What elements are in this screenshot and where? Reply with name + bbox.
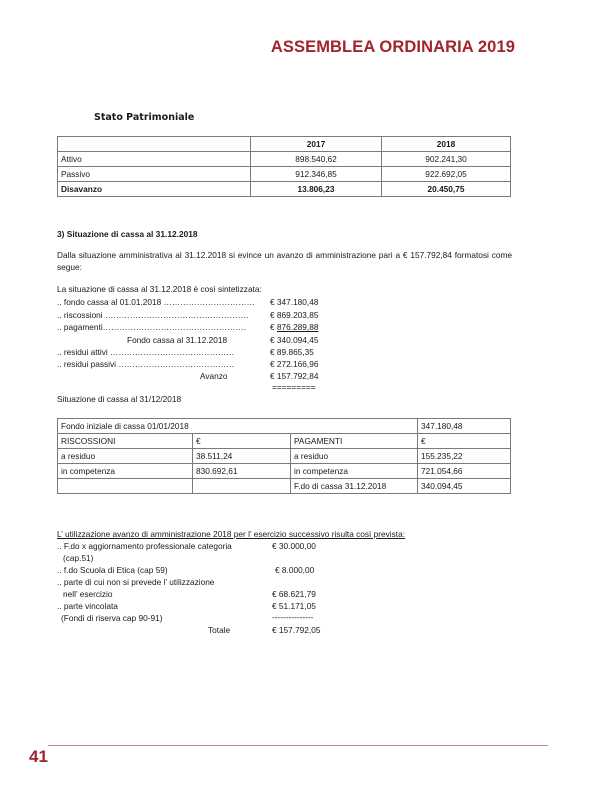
stato-patrimoniale-table bbox=[57, 136, 511, 197]
table-row bbox=[58, 167, 511, 182]
situazione-cassa-heading: 3) Situazione di cassa al 31.12.2018 bbox=[57, 229, 198, 239]
table-row bbox=[58, 434, 511, 449]
row-label: Passivo bbox=[58, 167, 251, 182]
residui-attivi-value: € 89.865,35 bbox=[270, 347, 314, 357]
pagamenti-value: 876.289,88 bbox=[276, 322, 319, 332]
pagamenti-label: .. pagamenti……………………………………………. bbox=[57, 322, 247, 332]
utilizzo-item-3: .. parte di cui non si prevede l’ utilizzazione bbox=[57, 577, 215, 587]
row-label: Attivo bbox=[58, 152, 251, 167]
fondo-cassa-fine-value: 340.094,45 bbox=[418, 479, 511, 494]
fondo-iniziale-value: 347.180,48 bbox=[418, 419, 511, 434]
table-row bbox=[58, 449, 511, 464]
table-cell-empty bbox=[193, 479, 291, 494]
utilizzo-item-3-value: € 68.621,79 bbox=[272, 589, 316, 599]
riscossioni-competenza: 830.692,61 bbox=[193, 464, 291, 479]
utilizzo-item-1: .. F.do x aggiornamento professionale categoria bbox=[57, 541, 232, 551]
pagamenti-competenza: 721.054,66 bbox=[418, 464, 511, 479]
riscossioni-label: .. riscossioni ……………………………………………. bbox=[57, 310, 249, 320]
value-2017: 912.346,85 bbox=[251, 167, 382, 182]
table-row bbox=[58, 464, 511, 479]
equals-divider: ========= bbox=[272, 382, 316, 392]
row-label: Disavanzo bbox=[58, 182, 251, 197]
table-row bbox=[58, 419, 511, 434]
pagamenti-header: PAGAMENTI bbox=[291, 434, 418, 449]
stato-patrimoniale-heading: Stato Patrimoniale bbox=[94, 112, 195, 123]
value-2018: 902.241,30 bbox=[382, 152, 511, 167]
dashes-divider: --------------- bbox=[272, 612, 314, 622]
residui-passivi-value: € 272.166,96 bbox=[270, 359, 319, 369]
utilizzo-item-2: .. f.do Scuola di Etica (cap 59) bbox=[57, 565, 168, 575]
footer-divider bbox=[48, 745, 548, 746]
totale-value: € 157.792,05 bbox=[272, 625, 321, 635]
riscossioni-value: € 869.203,85 bbox=[270, 310, 319, 320]
value-2017: 898.540,62 bbox=[251, 152, 382, 167]
avanzo-label: Avanzo bbox=[200, 371, 228, 381]
utilizzo-item-5: (Fondi di riserva cap 90-91) bbox=[61, 613, 163, 623]
a-residuo-label: a residuo bbox=[291, 449, 418, 464]
pagamenti-residuo: 155.235,22 bbox=[418, 449, 511, 464]
value-2018: 20.450,75 bbox=[382, 182, 511, 197]
fondo-cassa-label: .. fondo cassa al 01.01.2018 …………………………… bbox=[57, 297, 255, 307]
table-row bbox=[58, 152, 511, 167]
euro-header: € bbox=[418, 434, 511, 449]
fondo-cassa-fine-label: F.do di cassa 31.12.2018 bbox=[291, 479, 418, 494]
totale-label: Totale bbox=[208, 625, 231, 635]
utilizzo-intro: L’ utilizzazione avanzo di amministrazione 2018 per l’ esercizio successivo risulta così prevista: bbox=[57, 529, 406, 539]
year-2017-header: 2017 bbox=[251, 137, 382, 152]
residui-passivi-label: .. residui passivi …………………………………… bbox=[57, 359, 235, 369]
cash-situation-table bbox=[57, 418, 511, 494]
table-cell-empty bbox=[58, 137, 251, 152]
riscossioni-residuo: 38.511,24 bbox=[193, 449, 291, 464]
fondo-iniziale-label: Fondo iniziale di cassa 01/01/2018 bbox=[58, 419, 418, 434]
euro-header: € bbox=[193, 434, 291, 449]
situazione-paragraph: Dalla situazione amministrativa al 31.12.2018 si evince un avanzo di amministrazione pari a € 157.792,84 formatosi come segue: bbox=[57, 250, 512, 272]
in-competenza-label: in competenza bbox=[58, 464, 193, 479]
utilizzo-item-1-value: € 30.000,00 bbox=[272, 541, 316, 551]
situazione-cassa-title: Situazione di cassa al 31/12/2018 bbox=[57, 394, 182, 404]
utilizzo-item-1-sub: (cap.51) bbox=[63, 553, 94, 563]
table-row bbox=[58, 479, 511, 494]
fondo-cassa-fine-value: € 340.094,45 bbox=[270, 335, 319, 345]
utilizzo-item-2-value: € 8.000,00 bbox=[275, 565, 315, 575]
value-2018: 922.692,05 bbox=[382, 167, 511, 182]
table-cell-empty bbox=[58, 479, 193, 494]
fondo-cassa-value: € 347.180,48 bbox=[270, 297, 319, 307]
residui-attivi-label: .. residui attivi ……………………………………… bbox=[57, 347, 235, 357]
utilizzo-item-3-sub: nell’ esercizio bbox=[63, 589, 113, 599]
a-residuo-label: a residuo bbox=[58, 449, 193, 464]
document-header-title: ASSEMBLEA ORDINARIA 2019 bbox=[270, 38, 515, 56]
fondo-cassa-fine-label: Fondo cassa al 31.12.2018 bbox=[127, 335, 228, 345]
utilizzo-item-4: .. parte vincolata bbox=[57, 601, 118, 611]
table-row bbox=[58, 182, 511, 197]
table-header-row bbox=[58, 137, 511, 152]
utilizzo-item-4-value: € 51.171,05 bbox=[272, 601, 316, 611]
cassa-intro: La situazione di cassa al 31.12.2018 è così sintetizzata: bbox=[57, 284, 262, 294]
year-2018-header: 2018 bbox=[382, 137, 511, 152]
riscossioni-header: RISCOSSIONI bbox=[58, 434, 193, 449]
value-2017: 13.806,23 bbox=[251, 182, 382, 197]
page-number: 41 bbox=[29, 747, 48, 766]
in-competenza-label: in competenza bbox=[291, 464, 418, 479]
avanzo-value: € 157.792,84 bbox=[270, 371, 319, 381]
pagamenti-value-line bbox=[270, 322, 318, 332]
pagamenti-euro: € bbox=[270, 322, 277, 332]
